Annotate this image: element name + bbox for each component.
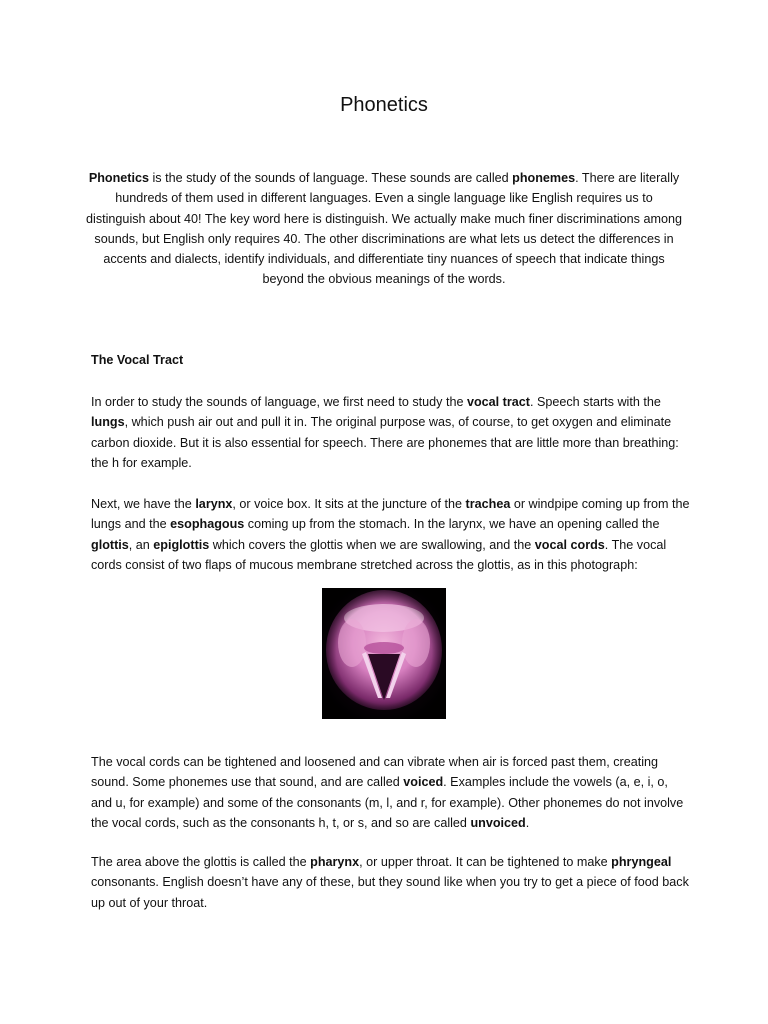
term-phonetics: Phonetics: [88, 171, 149, 185]
term-lungs: lungs: [91, 415, 125, 430]
page-title: Phonetics: [340, 94, 428, 116]
term-epiglottis: epiglottis: [153, 537, 210, 552]
term-unvoiced: unvoiced: [470, 815, 526, 830]
term-esophagous: esophagous: [170, 517, 245, 532]
term-glottis: glottis: [91, 537, 129, 552]
term-vocal-cords: vocal cords: [534, 537, 605, 552]
paragraph-pharynx: The area above the glottis is called the pharynx, or upper throat. It can be tightened to make phryngeal consonants. English doesn’t have any of these, but they sound like when you try to get a piece of food back up out of your throat.: [91, 855, 689, 910]
paragraph-lungs: In order to study the sounds of language, we first need to study the vocal tract. Speech starts with the lungs, which push air out and pull it in. The original purpose was, of course, to get oxygen and eliminate carbon dioxide. But it is also essential for speech. There are phonemes that are little more than breathing: the h for example.: [91, 395, 679, 470]
vocal-cords-photo: [322, 588, 446, 719]
term-trachea: trachea: [465, 497, 511, 511]
intro-paragraph: Phonetics is the study of the sounds of language. These sounds are called phonemes. There are literally hundreds of them used in different languages. Even a single language like English requires us to distinguish about 40! The key word here is distinguish. We actually make much finer discriminations among sounds, but English only requires 40. The other discriminations are what lets us detect the differences in accents and dialects, identify individuals, and differentiate tiny nuances of speech that indicate things beyond the obvious meanings of the words.: [86, 171, 682, 287]
paragraph-voicing: The vocal cords can be tightened and loosened and can vibrate when air is forced past them, creating sound. Some phonemes use that sound, and are called voiced. Examples include the vowels (a, e, i, o, and u, for example) and some of the consonants (m, l, and r, for example). Other phonemes do not involve the vocal cords, such as the consonants h, t, or s, and so are called unvoiced.: [91, 755, 684, 830]
term-phryngeal: phryngeal: [611, 855, 672, 869]
term-vocal-tract: vocal tract: [466, 395, 530, 409]
term-pharynx: pharynx: [310, 855, 360, 869]
term-larynx: larynx: [195, 497, 233, 511]
term-voiced: voiced: [403, 775, 444, 790]
vocal-cords-image: [322, 588, 446, 719]
paragraph-larynx: Next, we have the larynx, or voice box. It sits at the juncture of the trachea or windpipe coming up from the lungs and the esophagous coming up from the stomach. In the larynx, we have an opening called the glottis, an epiglottis which covers the glottis when we are swallowing, and the vocal cords. The vocal cords consist of two flaps of mucous membrane stretched across the glottis, as in this photograph:: [91, 497, 690, 572]
term-phonemes: phonemes: [512, 171, 576, 185]
section-heading: The Vocal Tract: [91, 353, 184, 367]
